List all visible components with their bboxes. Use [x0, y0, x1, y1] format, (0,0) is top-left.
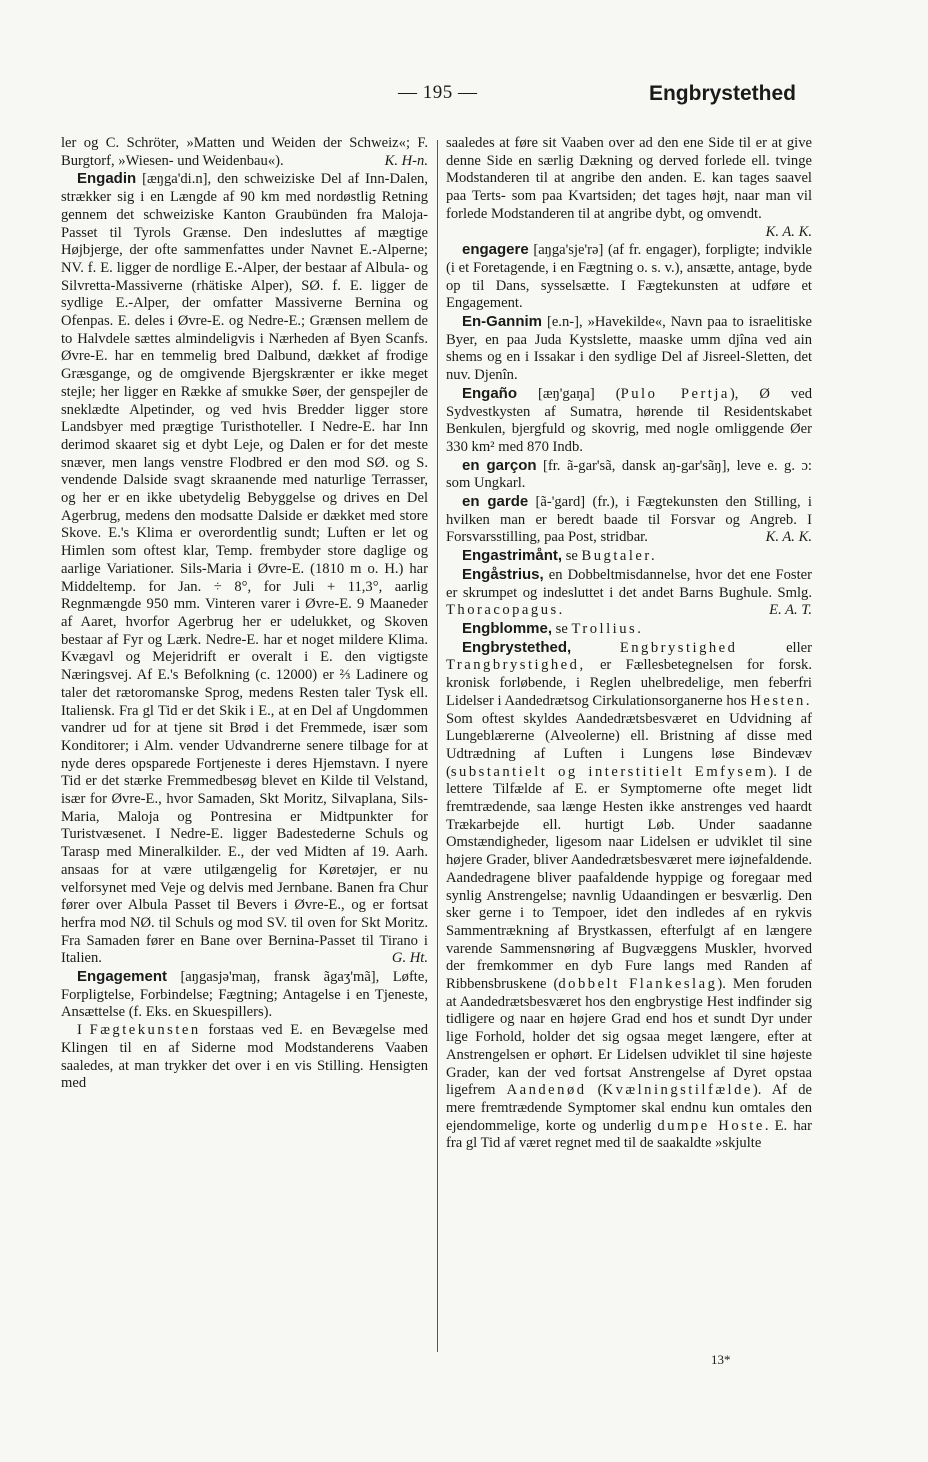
- entry-engagement-para: [61, 1022, 428, 1093]
- right-column: [446, 135, 812, 1153]
- author-signature: K. A. K.: [765, 529, 812, 546]
- entry-text: [fr. ã-gar'sã, dansk aŋ-gar'sãŋ], leve e. g. ɔ: som Ungkarl.: [446, 457, 812, 492]
- entry-en-gannim: [446, 313, 812, 385]
- entry-en-garcon: [446, 457, 812, 493]
- headword: en garde: [462, 493, 529, 511]
- entry-text: . E. har fra gl Tid af været regnet med til de saakaldte »skjulte: [446, 1117, 812, 1152]
- page-header: [60, 82, 796, 112]
- page-number: — 195 —: [398, 82, 478, 103]
- headword: Engblomme,: [462, 619, 553, 637]
- cross-reference: Thoracopagus.: [446, 602, 565, 619]
- entry-engano: [446, 385, 812, 457]
- headword: Engastrimånt,: [462, 547, 563, 565]
- headword: en garçon: [462, 456, 537, 474]
- entry-text: er Fællesbetegnelsen for forsk. kronisk forløbende, i Reglen uhelbredelige, men feberfri Lidelser i Aandedrætsog Cirkulationsorganerne hos: [446, 657, 812, 709]
- entry-text: se: [565, 548, 578, 565]
- headword: Engadin: [77, 170, 137, 188]
- entry-engagere: [446, 241, 812, 313]
- entry-en-garde: [446, 493, 812, 547]
- cross-reference: Trollius.: [571, 620, 644, 637]
- entry-text: eller: [786, 639, 812, 656]
- cross-reference: Bugtaler.: [581, 548, 658, 565]
- column-divider: [437, 140, 438, 1352]
- entry-text: Som oftest skyldes Aandedrætsbesværet en Udvidning af Lungeblærerne (Alveolerne) ell. Bristning af disse med Udtrædning af Luften i Lungens løse Bindevæv (: [446, 710, 812, 780]
- signature-mark: 13*: [711, 1352, 731, 1367]
- author-signature: K. H-n.: [384, 152, 428, 169]
- headword: engagere: [462, 241, 529, 259]
- headword: Engagement: [77, 968, 168, 986]
- entry-engastrimant: [446, 547, 812, 566]
- entry-text: [ã-'gard] (fr.), i Fægtekunsten den Stilling, i hvilken man er beredt baade til Forsvar og Angreb. I Forsvarsstilling, paa Post, stridbar.: [446, 494, 812, 546]
- spaced-term: Trangbrystighed,: [446, 657, 586, 674]
- entry-text: [æŋga'di.n], den schweiziske Del af Inn-Dalen, strækker sig i en Længde af 90 km med nordøstlig Retning gennem det schweiziske Kanton Graubünden fra Maloja-Passet til Tyrols Grænse. Den indesluttes af mægtige Højbjerge, der ofte sammenfattes under Navnet E.-Alperne; NV. f. E. ligger de nordlige E.-Alper, der bestaar af Albula- og Silvretta-Massiverne (rhätiske Alper), SØ. f. E. ligger de sydlige E.-Alper, der omfatter Massiverne Bernina og Ofenpas. E. deles i Øvre-E. og Nedre-E.; Grænsen mellem de to Halvdele sættes almindeligvis i Nærheden af Byen Scanfs. Øvre-E. har en temmelig bred Dalbund, dækket af frodige Græsgange, og de omgivende Bjergskrænter er ikke meget stejle; her ligger en Række af smukke Søer, der genspejler de sneklædte Alpetinder, og ved hvis Bredder ligger store Landsbyer med prægtige Turisthoteller. I Nedre-E. har Inn derimod skaaret sig et dybt Leje, og Dalen er for det meste snæver, men langs venstre Flodbred er den mod SØ. og S. vendende Dalside svagt skraanende med naturlige Terrasser, og her er en ikke ubetydelig Bebyggelse og drives en Del Agerbrug, medens den modsatte Dalside er dækket med store Skove. E.'s Klima er overordentlig sundt; Luften er let og Himlen som oftest klar, Temp. frembyder store daglige og aarlige Variationer. Sils-Maria i Øvre-E. (1810 m o. H.) har Middeltemp. for Jan. ÷ 8°, for Juli + 11,3°, aarlig Regnmængde 950 mm. Vinteren varer i Øvre-E. 9 Maaneder af Aaret, hvorfor Agerbrug her er udelukket, og Skoven bestaar af Fyr og Lærk. Nedre-E. har et noget mildere Klima. Kvægavl og Mejeridrift er overalt i E. den vigtigste Næringsvej. Af E.'s Befolkning (c. 12000) er ⅔ Ladinere og taler det rætoromanske Sprog, medens Resten taler Tysk ell. Italiensk. Fra gl Tid er det Skik i E., at en Del af Ungdommen vandrer ud for at tjene sit Brød i det Fremmede, især som Konditorer; i Alm. vender Udvandrerne senere tilbage for at nyde deres opsparede Fortjeneste i deres Hjemstavn. I nyere Tid er det stærke Fremmedbesøg blevet en Kilde til Velstand, især for Øvre-E., hvor Samaden, Skt Moritz, Silvaplana, Sils-Maria, Maloja og Pontresina er Midtpunkter for Turistvæsenet. I Nedre-E. ligger Badestederne Schuls og Tarasp med Mineralkilder. E., der ved Midten af 19. Aarh. ansaas for at være utilgængelig for Køretøjer, er nu velforsynet med Veje og delvis med Jernbane. Banen fra Chur fører over Albula Passet til Bevers i Øvre-E., og er fortsat herfra mod NØ. til Schuls og mod SV. til oven for Skt Moritz. Fra Samaden fører en Bane over Bernina-Passet til Tirano i Italien.: [61, 171, 428, 967]
- left-column: [61, 135, 428, 1093]
- headword: En-Gannim: [462, 313, 543, 331]
- entry-text: ), Ø ved Sydvestkysten af Sumatra, hørende til Residentskabet Benkulen, bjergfuld og skovrig, med nogle omliggende Øer 330 km² med 870 Indb.: [446, 385, 812, 455]
- entry-text: saaledes at føre sit Vaaben over ad den ene Side til er at give denne Side en særlig Dækning og derved forlede ell. tvinge Modstanderen til at angribe den anden. E. kan tages saavel paa Terts- som paa Kvartsiden; det tages højt, naar man vil forlede Modstanderen til at angribe dybt, og omvendt.: [446, 135, 812, 222]
- entry-text: (: [597, 1082, 603, 1099]
- spaced-term: Kvælningstilfælde: [602, 1082, 753, 1099]
- headword: Engbrystethed,: [462, 638, 572, 656]
- entry-engastrius: [446, 566, 812, 620]
- entry-text: forstaas ved E. en Bevægelse med Klingen til en af Siderne mod Modstanderens Vaaben saaledes, at man trykker det over i en vis Stilling. Hensigten med: [61, 1022, 428, 1092]
- entry-engagement-cont: [446, 135, 812, 241]
- continuation-text: ler og C. Schröter, »Matten und Weiden der Schweiz«; F. Burgtorf, »Wiesen- und Weidenbau«).: [61, 135, 428, 169]
- entry-text: en Dobbeltmisdannelse, hvor det ene Foster er skrumpet og indesluttet i det andet Barns Bughule. Smlg.: [446, 566, 813, 601]
- entry-text: [aŋga'sje'rə] (af fr. engager), forpligte; indvikle (i et Foretagende, i en Fægtning o. s. v.), ansætte, antage, byde op til Dans, sysselsætte. I Fægtekunsten at udføre et Engagement.: [446, 242, 812, 312]
- spaced-term: Engbrystighed: [619, 639, 738, 656]
- author-signature: G. Ht.: [391, 950, 428, 967]
- headword: Engåstrius,: [462, 565, 544, 583]
- spaced-term: Hesten.: [750, 692, 812, 709]
- spaced-term: Aandenød: [506, 1082, 587, 1099]
- spaced-term: Pulo Pertja: [620, 385, 730, 402]
- spaced-term: dumpe Hoste: [657, 1117, 765, 1134]
- spaced-term: Fægtekunsten: [89, 1022, 201, 1039]
- entry-text: se: [555, 620, 568, 637]
- entry-text: [æŋ'gaŋa] (: [537, 385, 621, 402]
- spaced-term: dobbelt Flankeslag: [558, 976, 718, 993]
- running-head: Engbrystethed: [648, 82, 796, 105]
- entry-text: ). Af de mere fremtrædende Symptomer skal endnu kun omtales den ejendommelige, korte og underlig: [446, 1082, 812, 1134]
- entry-engadin: [61, 170, 428, 968]
- entry-text: [aŋgasjə'maŋ, fransk ãgaʒ'mã], Løfte, Forpligtelse, Forbindelse; Fægtning; Antagelse i en Tjeneste, Ansættelse (f. Eks. en Skuespillers).: [61, 969, 428, 1021]
- author-signature: K. A. K.: [765, 223, 812, 240]
- entry-text: [e.n-], »Havekilde«, Navn paa to israelitiske Byer, en paa Juda Kystslette, maaske umm djîna ved ain shems og en i Issakar i den sydlige Del af Jisreel-Sletten, det nuv. Djenîn.: [446, 314, 812, 384]
- headword: Engaño: [462, 384, 517, 402]
- entry-engagement: [61, 968, 428, 1022]
- entry-text: ). I de lettere Tilfælde af E. er Symptomerne ofte meget lidt fremtrædende, saa længe Hesten ikke anstrenges ved haardt Trækarbejde ell. hurtigt Løb. Under saadanne Omstændigheder, ligesom naar Lidelsen er udviklet til sine højere Grader, bliver Aandedrætsbesværet mere iøjnefaldende. Aandedragene bliver paafaldende hyppige og foregaar med synlig Anstrengelse; navnlig Udaandingen er besværlig. Den sker gerne i to Tempoer, idet den indledes af en rykvis Sammentrækning af Brystkassen, efterfulgt af en længere varende Sammensnøring af Bugvæggens Muskler, hvorved der fremkommer en dyb Fure langs med Randen af Ribbensbruskene (: [446, 763, 812, 993]
- entry-engblomme: [446, 620, 812, 639]
- entry-engbrystethed: [446, 639, 812, 1153]
- para-lead: I: [77, 1022, 82, 1039]
- entry-continuation: [61, 135, 428, 170]
- spaced-term: substantielt og interstitielt Emfysem: [450, 763, 769, 780]
- entry-text: ). Men foruden at Aandedrætsbesværet hos den engbrystige Hest indfinder sig tidligere og naar en højere Grad end hos et sundt Dyr under lige Forhold, holder det sig ogsaa meget længere, efter at Anstrengelsen er ophørt. Er Lidelsen udviklet til sine højeste Grader, kan der ved fortsat Anstrengelse af Dyret opstaa ligefrem: [446, 976, 812, 1099]
- author-signature: E. A. T.: [769, 602, 812, 619]
